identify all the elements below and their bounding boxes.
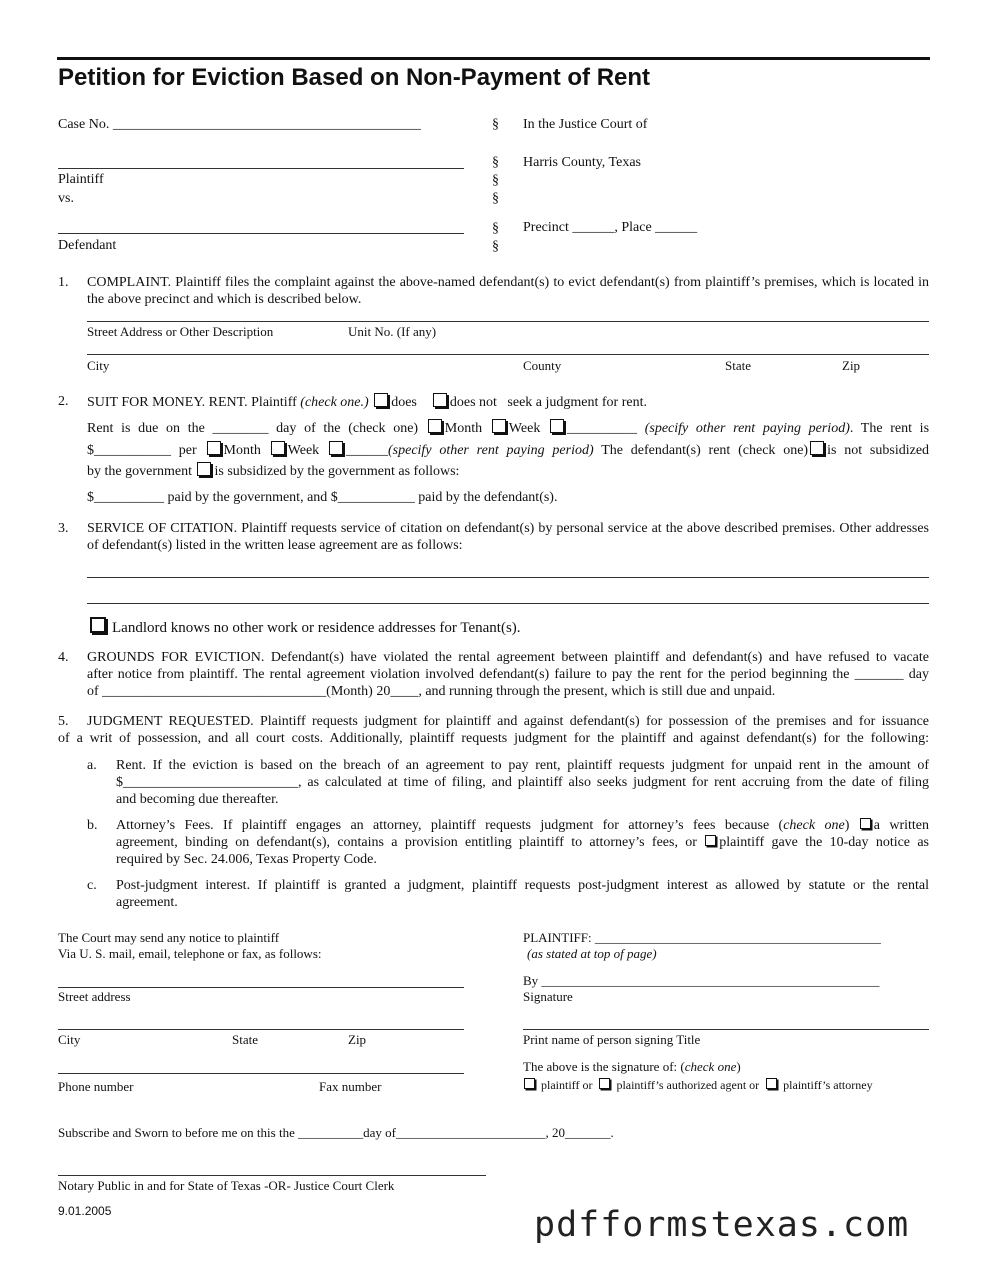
month-label: Month [444, 421, 483, 436]
above-close: ) [736, 1059, 741, 1074]
city-county-line[interactable] [87, 354, 929, 355]
section-symbol: § [492, 221, 499, 236]
other-period-blank[interactable]: __________ [567, 421, 638, 436]
rent-amount-line [87, 441, 929, 459]
subsidized-checkbox[interactable] [197, 462, 211, 476]
section-symbol: § [492, 117, 499, 132]
specify-period-hint: (specify other rent paying period) [644, 421, 850, 436]
seek-label: seek a judgment for rent. [507, 395, 647, 410]
due-month-checkbox[interactable] [428, 419, 442, 433]
notice-line-2: Via U. S. mail, email, telephone or fax, as follows: [58, 946, 322, 961]
defendant-name-line[interactable] [58, 233, 464, 234]
does-checkbox[interactable] [374, 393, 388, 407]
phone-label: Phone number [58, 1079, 134, 1094]
fees-text-e: plaintiff gave the 10-day notice as [719, 835, 930, 850]
week-label: Week [287, 443, 320, 458]
landlord-checkbox[interactable] [90, 617, 106, 633]
fees-text-a: Attorney’s Fees. If plaintiff engages an attorney, plaintiff requests judgment for attorney’s fees because ( [116, 818, 784, 833]
precinct-place-field[interactable]: Precinct ______, Place ______ [523, 220, 698, 235]
signer-plaintiff-checkbox[interactable] [524, 1078, 535, 1089]
state-label: State [232, 1032, 258, 1047]
court-label: In the Justice Court of [523, 117, 648, 132]
other-period-blank[interactable]: ______ [346, 443, 388, 458]
signer-options [523, 1078, 873, 1093]
section-3-number: 3. [58, 521, 69, 536]
does-label: does [391, 395, 417, 410]
as-stated-text: (as stated at top of page) [527, 946, 657, 961]
street-address-line[interactable] [58, 987, 464, 988]
street-address-label: Street address [58, 989, 131, 1004]
other-address-line[interactable] [87, 577, 929, 578]
rent-item-line-2[interactable]: $_________________________, as calculated at time of filing, and plaintiff also seeks judgment for rent accruing from the date of filing [116, 775, 929, 790]
does-not-checkbox[interactable] [433, 393, 447, 407]
city-label: City [58, 1032, 81, 1047]
fees-line-2 [116, 834, 929, 851]
per-week-checkbox[interactable] [271, 441, 285, 455]
section-symbol: § [492, 173, 499, 188]
section-4-number: 4. [58, 650, 69, 665]
does-not-label: does not [449, 395, 497, 410]
fees-text-b: ) [844, 818, 850, 833]
print-name-line[interactable] [523, 1029, 929, 1030]
check-one-hint: (check one.) [300, 395, 369, 410]
specify-period-hint: (specify other rent paying period) [388, 443, 594, 458]
grounds-line-3[interactable]: of ________________________________(Month) 20____, and running through the present, which is still due and unpaid. [87, 684, 776, 699]
not-subsidized-checkbox[interactable] [810, 441, 824, 455]
rent-item-line-1: Rent. If the eviction is based on the breach of an agreement to pay rent, plaintiff requests judgment for unpaid rent in the amount of [116, 758, 929, 773]
fax-label: Fax number [319, 1079, 382, 1094]
judgment-line-2: of a writ of possession, and all court costs. Additionally, plaintiff requests judgment for the plaintiff and against defendant(s) for the following: [58, 731, 929, 746]
ten-day-notice-checkbox[interactable] [705, 835, 716, 846]
due-other-checkbox[interactable] [550, 419, 564, 433]
vs-label: vs. [58, 191, 74, 206]
section-symbol: § [492, 155, 499, 170]
rent-due-line [87, 419, 929, 437]
street-address-label: Street Address or Other Description [87, 324, 274, 339]
page-title: Petition for Eviction Based on Non-Payment of Rent [58, 64, 651, 91]
unit-no-label: Unit No. (If any) [348, 324, 437, 339]
zip-label: Zip [842, 358, 861, 373]
section-symbol: § [492, 239, 499, 254]
subsidy-line [87, 462, 459, 480]
not-subsidized-label: is not subsidized [827, 443, 930, 458]
grounds-line-1: GROUNDS FOR EVICTION. Defendant(s) have violated the rental agreement between plaintiff and defendant(s) and have refused to vacate [87, 650, 929, 665]
case-number-field[interactable]: Case No. ____________________________________________ [58, 117, 421, 132]
defendant-rent-text: The defendant(s) rent (check one) [601, 443, 809, 458]
fees-line-1 [116, 817, 929, 834]
notice-line-1: The Court may send any notice to plaintiff [58, 930, 280, 945]
per-other-checkbox[interactable] [329, 441, 343, 455]
complaint-paragraph: COMPLAINT. Plaintiff files the complaint against the above-named defendant(s) to evict defendant(s) from plaintiff’s premises, which is located in the above precinct and which is described below. [87, 275, 929, 307]
as-stated-hint [527, 946, 657, 962]
sworn-statement[interactable]: Subscribe and Sworn to before me on this the __________day of_______________________, 20_______. [58, 1125, 614, 1140]
phone-fax-line[interactable] [58, 1073, 464, 1074]
signer-agent-label: plaintiff’s authorized agent or [616, 1078, 760, 1092]
rent-item-line-3: and becoming due thereafter. [116, 792, 279, 807]
city-state-zip-line[interactable] [58, 1029, 464, 1030]
section-1-number: 1. [58, 275, 69, 290]
plaintiff-name-line[interactable] [58, 168, 464, 169]
address-line[interactable] [87, 321, 929, 322]
service-paragraph: SERVICE OF CITATION. Plaintiff requests service of citation on defendant(s) by personal service at the above described premises. Other addresses of defendant(s) listed in the written lease agreement are as follows: [87, 521, 929, 553]
per-month-checkbox[interactable] [207, 441, 221, 455]
form-date-code: 9.01.2005 [58, 1204, 112, 1218]
suit-lead: SUIT FOR MONEY. RENT. [87, 395, 248, 410]
grounds-line-2[interactable]: after notice from plaintiff. The rental agreement violation involved defendant(s) failure to pay the rent for the period beginning the _______ day [87, 667, 929, 682]
judgment-line-1: JUDGMENT REQUESTED. Plaintiff requests judgment for plaintiff and against defendant(s) for possession of the premises and for issuance [87, 714, 929, 729]
other-address-line[interactable] [87, 603, 929, 604]
plaintiff-label: Plaintiff [58, 172, 104, 187]
rent-is-text: . The rent is [849, 421, 930, 436]
above-sig-text: The above is the signature of: ( [523, 1059, 685, 1074]
city-label: City [87, 358, 110, 373]
interest-line-1: Post-judgment interest. If plaintiff is granted a judgment, plaintiff requests post-judgment interest as allowed by statute or the rental [116, 878, 929, 893]
rent-due-text: Rent is due on the ________ day of the (check one) [87, 421, 419, 436]
state-label: State [725, 358, 751, 373]
county-label: Harris County, Texas [523, 155, 642, 170]
landlord-label: Landlord knows no other work or residence addresses for Tenant(s). [112, 620, 521, 636]
signer-attorney-checkbox[interactable] [766, 1078, 777, 1089]
due-week-checkbox[interactable] [492, 419, 506, 433]
notary-label: Notary Public in and for State of Texas -OR- Justice Court Clerk [58, 1178, 395, 1193]
zip-label: Zip [348, 1032, 367, 1047]
plaintiff-signature-field[interactable]: PLAINTIFF: ____________________________________________ [523, 930, 881, 945]
week-label: Week [508, 421, 541, 436]
item-c-label: c. [87, 878, 97, 893]
signature-label: Signature [523, 989, 573, 1004]
signer-plaintiff-label: plaintiff or [541, 1078, 593, 1092]
signer-attorney-label: plaintiff’s attorney [783, 1078, 873, 1092]
landlord-option [90, 617, 521, 637]
title-rule [57, 57, 930, 60]
rent-amount-field[interactable]: $___________ per [87, 443, 197, 458]
subsidized-label: is subsidized by the government as follows: [214, 464, 460, 479]
watermark-text: pdfformstexas.com [534, 1205, 910, 1245]
by-government-text: by the government [87, 464, 192, 479]
print-name-label: Print name of person signing Title [523, 1032, 701, 1047]
fees-text-c: a written [873, 818, 930, 833]
check-one-hint: check one [783, 818, 845, 833]
signer-agent-checkbox[interactable] [599, 1078, 610, 1089]
suit-for-money-line [87, 393, 647, 411]
plaintiff-word: Plaintiff [251, 395, 297, 410]
item-b-label: b. [87, 818, 98, 833]
fees-text-d: agreement, binding on defendant(s), contains a provision entitling plaintiff to attorney’s fees, or [116, 835, 697, 850]
by-signature-field[interactable]: By ____________________________________________________ [523, 973, 880, 988]
section-2-number: 2. [58, 394, 69, 409]
item-a-label: a. [87, 758, 97, 773]
defendant-label: Defendant [58, 238, 117, 253]
subsidy-amounts[interactable]: $__________ paid by the government, and $___________ paid by the defendant(s). [87, 490, 558, 505]
above-signature-text [523, 1059, 741, 1075]
check-one-hint: check one [684, 1059, 737, 1074]
interest-line-2: agreement. [116, 895, 178, 910]
written-agreement-checkbox[interactable] [860, 818, 871, 829]
county-label: County [523, 358, 562, 373]
section-symbol: § [492, 191, 499, 206]
notary-signature-line[interactable] [58, 1175, 486, 1176]
fees-line-3: required by Sec. 24.006, Texas Property Code. [116, 852, 377, 867]
section-5-number: 5. [58, 714, 69, 729]
month-label: Month [223, 443, 261, 458]
